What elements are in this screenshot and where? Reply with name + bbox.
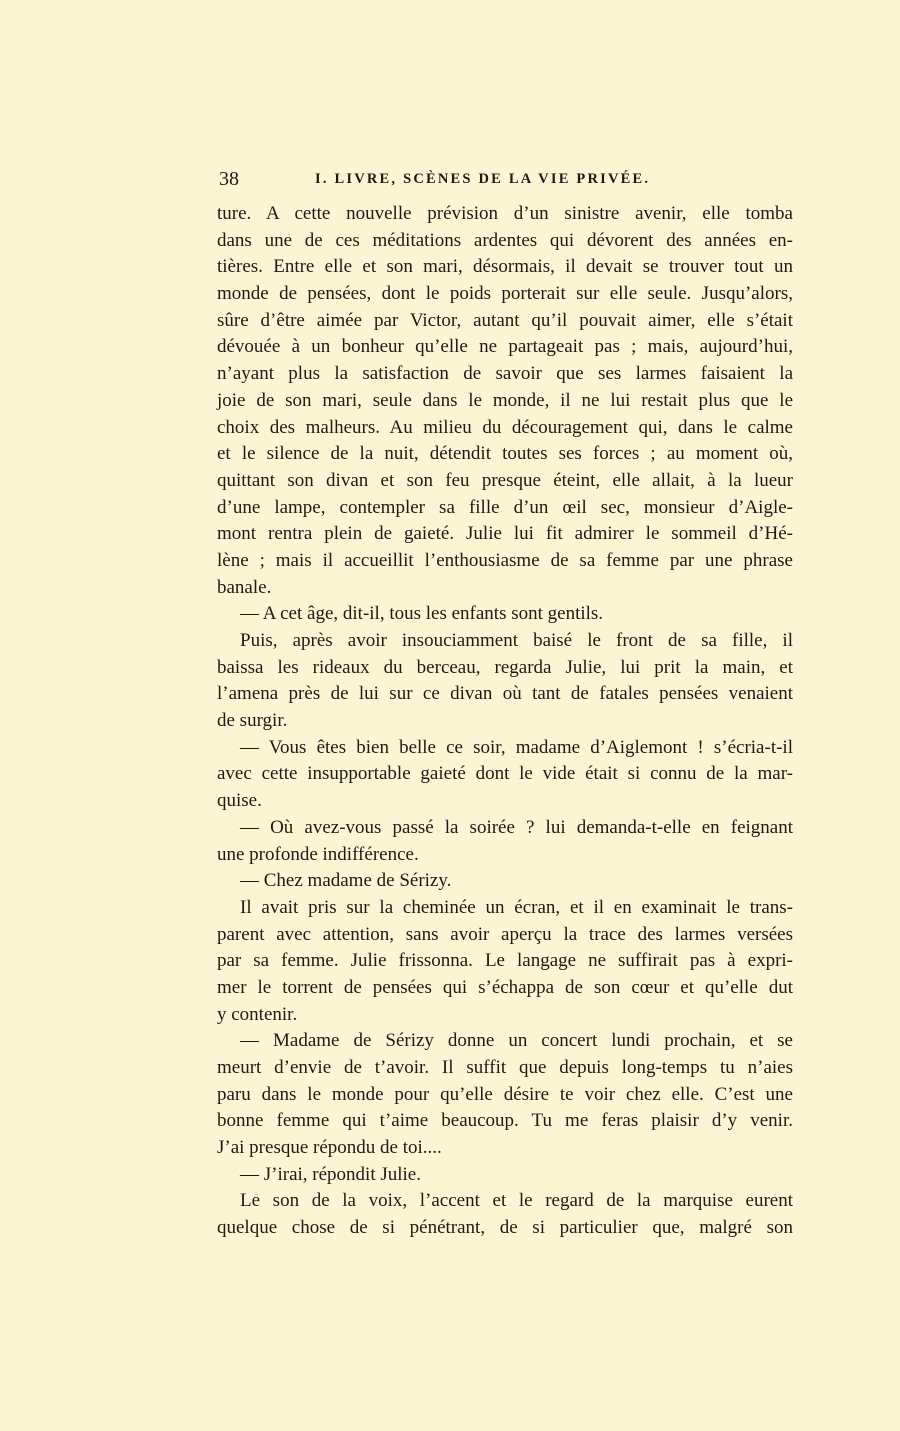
text-line: Il avait pris sur la cheminée un écran, et il en examinait le trans-	[240, 896, 793, 918]
text-line: monde de pensées, dont le poids porterait sur elle seule. Jusqu’alors,	[217, 283, 793, 305]
text-line: joie de son mari, seule dans le monde, il ne lui restait plus que le	[217, 389, 793, 411]
text-line: banale.	[217, 576, 272, 598]
text-line: — Où avez-vous passé la soirée ? lui demanda-t-elle en feignant	[240, 816, 793, 838]
text-line: par sa femme. Julie frissonna. Le langage ne suffirait pas à expri-	[217, 950, 793, 972]
text-line: une profonde indifférence.	[217, 843, 419, 865]
text-line: bonne femme qui t’aime beaucoup. Tu me feras plaisir d’y venir.	[217, 1110, 793, 1132]
text-line: Le son de la voix, l’accent et le regard de la marquise eurent	[240, 1190, 793, 1212]
text-line: dans une de ces méditations ardentes qui dévorent des années en-	[217, 229, 793, 251]
text-line: Puis, après avoir insouciamment baisé le front de sa fille, il	[240, 630, 793, 651]
text-line: J’ai presque répondu de toi....	[217, 1137, 442, 1159]
text-line: parent avec attention, sans avoir aperçu la trace des larmes versées	[217, 923, 793, 945]
text-line: de surgir.	[217, 710, 288, 732]
text-line: avec cette insupportable gaieté dont le vide était si connu de la mar-	[217, 763, 793, 785]
text-line: n’ayant plus la satisfaction de savoir que ses larmes faisaient la	[217, 363, 793, 385]
text-line: sûre d’être aimée par Victor, autant qu’il pouvait aimer, elle s’était	[217, 309, 793, 331]
text-line: dévouée à un bonheur qu’elle ne partageait pas ; mais, aujourd’hui,	[217, 336, 793, 358]
text-line: et le silence de la nuit, détendit toutes ses forces ; au moment où,	[217, 443, 793, 465]
page-number: 38	[219, 168, 239, 190]
text-line: baissa les rideaux du berceau, regarda Julie, lui prit la main, et	[217, 656, 793, 678]
text-line: d’une lampe, contempler sa fille d’un œil sec, monsieur d’Aigle-	[217, 496, 793, 518]
text-line: quelque chose de si pénétrant, de si particulier que, malgré son	[217, 1217, 793, 1239]
text-line: mer le torrent de pensées qui s’échappa de son cœur et qu’elle dut	[217, 976, 793, 998]
text-line: y contenir.	[217, 1003, 298, 1025]
text-line: lène ; mais il accueillit l’enthousiasme de sa femme par une phrase	[217, 549, 793, 571]
text-line: meurt d’envie de t’avoir. Il suffit que depuis long-temps tu n’aies	[217, 1057, 793, 1078]
text-line: — A cet âge, dit-il, tous les enfants sont gentils.	[240, 603, 604, 625]
running-title: I. LIVRE, SCÈNES DE LA VIE PRIVÉE.	[315, 171, 651, 187]
text-line: quittant son divan et son feu presque éteint, elle allait, à la lueur	[217, 469, 793, 491]
text-line: ture. A cette nouvelle prévision d’un sinistre avenir, elle tomba	[217, 203, 793, 224]
text-line: paru dans le monde pour qu’elle désire te voir chez elle. C’est une	[217, 1083, 793, 1105]
text-line: — Chez madame de Sérizy.	[240, 870, 452, 892]
text-line: — Vous êtes bien belle ce soir, madame d’Aiglemont ! s’écria-t-il	[240, 736, 793, 758]
text-line: l’amena près de lui sur ce divan où tant de fatales pensées venaient	[217, 683, 793, 705]
body-text	[217, 201, 793, 1242]
text-line: — Madame de Sérizy donne un concert lundi prochain, et se	[240, 1030, 793, 1052]
text-line: tières. Entre elle et son mari, désormais, il devait se trouver tout un	[217, 256, 793, 278]
text-line: mont rentra plein de gaieté. Julie lui fit admirer le sommeil d’Hé-	[217, 523, 793, 545]
text-line: quise.	[217, 790, 262, 812]
text-line: choix des malheurs. Au milieu du découragement qui, dans le calme	[217, 416, 793, 438]
text-line: — J’irai, répondit Julie.	[240, 1163, 421, 1185]
